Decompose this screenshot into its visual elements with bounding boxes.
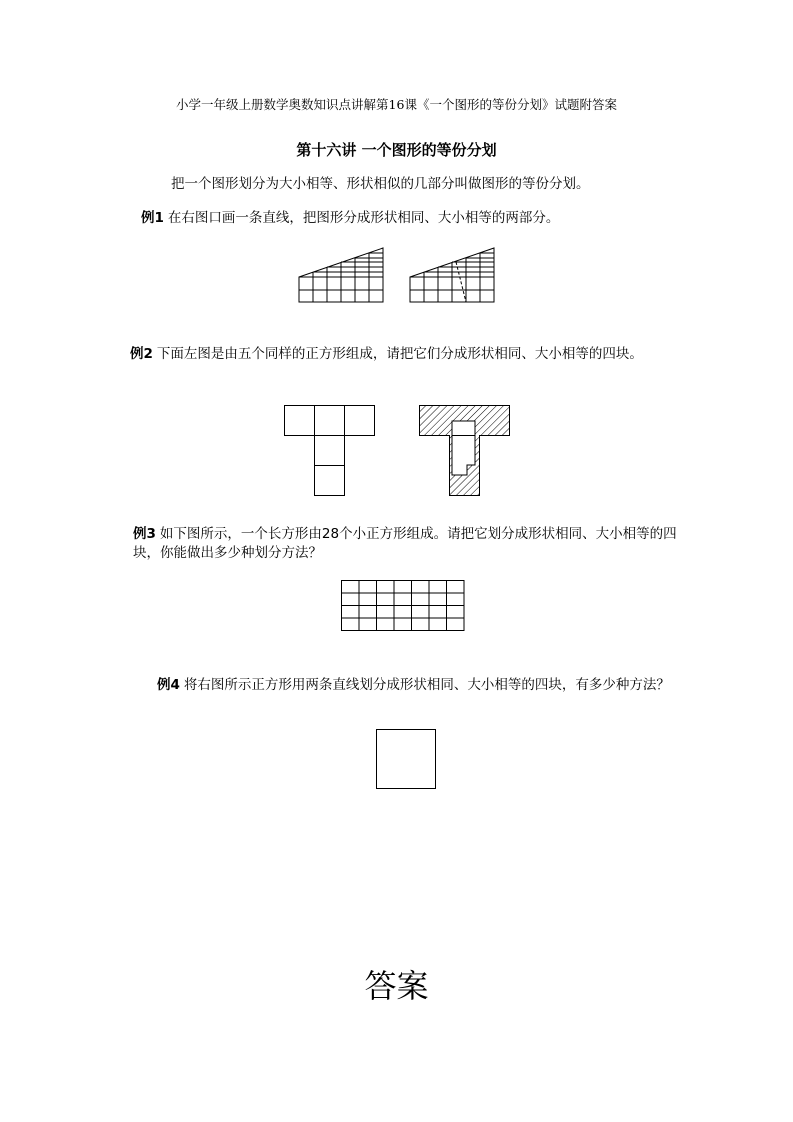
grid-cell bbox=[412, 581, 430, 594]
grid-cell bbox=[447, 593, 465, 606]
example-4-label: 例4 bbox=[157, 677, 180, 693]
grid-cell bbox=[429, 618, 447, 631]
grid-cell bbox=[342, 581, 360, 594]
grid-cell bbox=[377, 606, 395, 619]
example-4-text: 将右图所示正方形用两条直线划分成形状相同、大小相等的四块，有多少种方法？ bbox=[183, 677, 670, 693]
example-3 bbox=[133, 525, 693, 563]
example-3-label: 例3 bbox=[133, 526, 156, 542]
grid-cell bbox=[412, 593, 430, 606]
grid-cell bbox=[447, 581, 465, 594]
example-2-text: 下面左图是由五个同样的正方形组成，请把它们分成形状相同、大小相等的四块。 bbox=[156, 346, 643, 362]
example-1-label: 例1 bbox=[141, 210, 164, 226]
example-3-text: 如下图所示，一个长方形由28个小正方形组成。请把它划分成形状相同、大小相等的四块，你能做出多少种划分方法？ bbox=[133, 526, 677, 561]
grid-cell bbox=[342, 593, 360, 606]
grid-cell bbox=[412, 606, 430, 619]
grid-cell bbox=[377, 581, 395, 594]
lesson-title: 第十六讲 一个图形的等份分划 bbox=[296, 141, 497, 159]
grid-cell bbox=[394, 606, 412, 619]
example-2 bbox=[130, 345, 690, 364]
lesson-intro: 把一个图形划分为大小相等、形状相似的几部分叫做图形的等份分划。 bbox=[171, 176, 590, 192]
grid-cell bbox=[394, 581, 412, 594]
example-2-figure-left bbox=[284, 405, 379, 497]
grid-cell bbox=[447, 618, 465, 631]
grid-cell bbox=[359, 606, 377, 619]
example-4 bbox=[157, 676, 677, 695]
grid-cell bbox=[342, 618, 360, 631]
grid-cell bbox=[342, 606, 360, 619]
grid-cell bbox=[394, 593, 412, 606]
document-header-title: 小学一年级上册数学奥数知识点讲解第16课《一个图形的等份分划》试题附答案 bbox=[176, 97, 617, 112]
grid-cell bbox=[429, 606, 447, 619]
grid-cell bbox=[394, 618, 412, 631]
example-1-figure-right bbox=[408, 244, 508, 304]
grid-cell bbox=[412, 618, 430, 631]
grid-cell bbox=[359, 581, 377, 594]
example-2-figure-right bbox=[419, 405, 514, 497]
example-4-square-figure bbox=[376, 729, 438, 791]
example-3-grid-figure bbox=[341, 580, 466, 633]
example-1 bbox=[141, 209, 559, 228]
grid-cell bbox=[377, 593, 395, 606]
example-1-text: 在右图口画一条直线，把图形分成形状相同、大小相等的两部分。 bbox=[167, 210, 560, 226]
grid-cell bbox=[429, 581, 447, 594]
example-2-label: 例2 bbox=[130, 346, 153, 362]
answer-heading: 答案 bbox=[364, 967, 429, 1005]
example-1-figure-left bbox=[297, 244, 397, 304]
grid-cell bbox=[377, 618, 395, 631]
grid-cell bbox=[359, 618, 377, 631]
grid-cell bbox=[359, 593, 377, 606]
grid-cell bbox=[429, 593, 447, 606]
grid-cell bbox=[447, 606, 465, 619]
